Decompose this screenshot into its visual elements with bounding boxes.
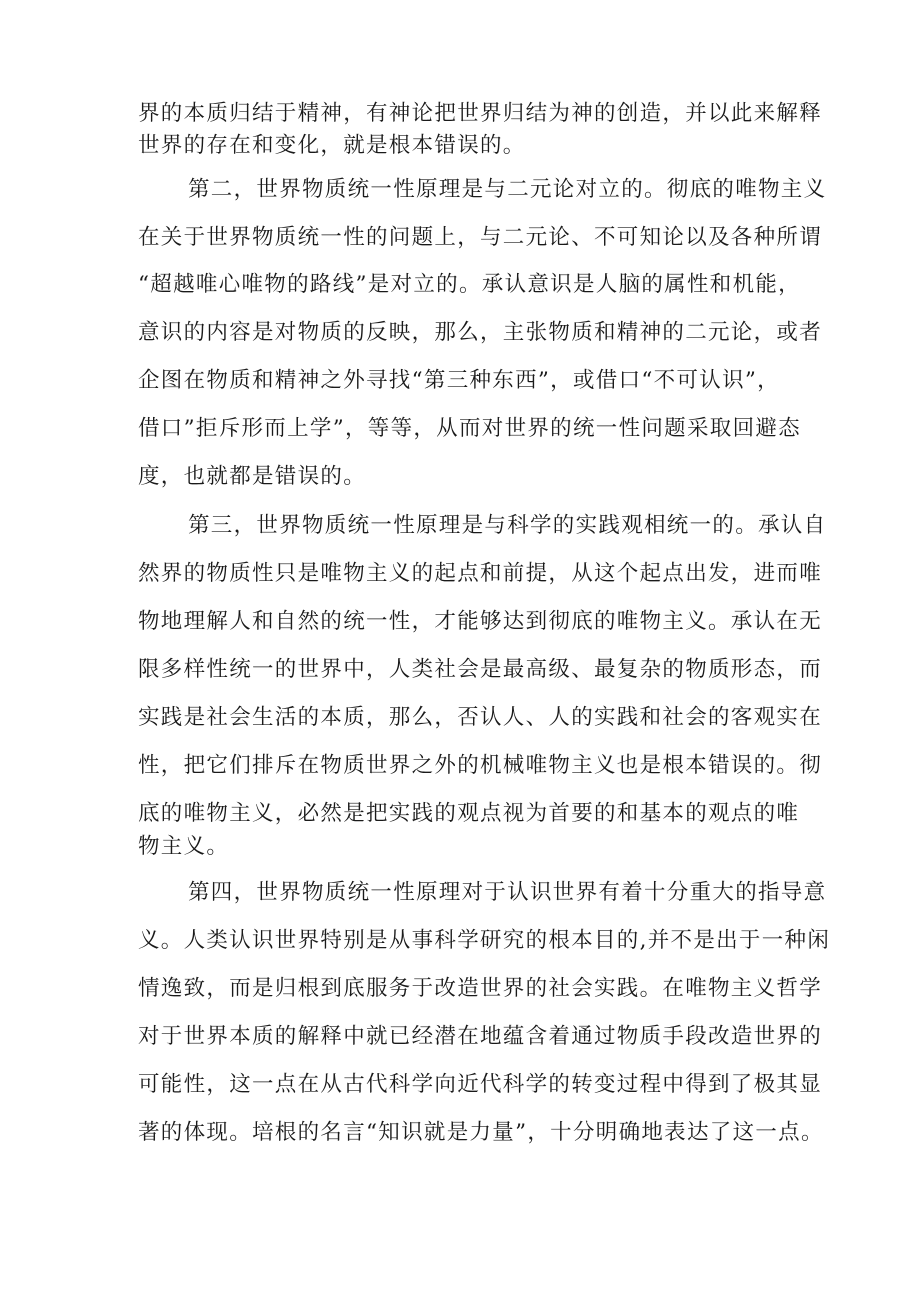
paragraph-1-line-1: 界的本质归结于精神，有神论把世界归结为神的创造，并以此来解释 (138, 101, 823, 126)
paragraph-4-line-3: 情逸致，而是归根到底服务于改造世界的社会实践。在唯物主义哲学 (138, 976, 823, 1001)
paragraph-2-line-1: 第二，世界物质统一性原理是与二元论对立的。彻底的唯物主义 (188, 177, 827, 202)
paragraph-2-line-6: 借口”拒斥形而上学”，等等，从而对世界的统一性问题采取回避态 (138, 416, 801, 441)
paragraph-3-line-4: 限多样性统一的世界中，人类社会是最高级、最复杂的物质形态，而 (138, 657, 823, 682)
paragraph-4-line-4: 对于世界本质的解释中就已经潜在地蕴含着通过物质手段改造世界的 (138, 1024, 823, 1049)
paragraph-1-line-2: 世界的存在和变化，就是根本错误的。 (138, 133, 526, 158)
paragraph-4-line-5: 可能性，这一点在从古代科学向近代科学的转变过程中得到了极其显 (138, 1072, 823, 1097)
paragraph-2-line-3: “超越唯心唯物的路线”是对立的。承认意识是人脑的属性和机能， (138, 272, 801, 297)
paragraph-4-line-2: 义。人类认识世界特别是从事科学研究的根本目的,并不是出于一种闲 (138, 928, 831, 953)
paragraph-2-line-4: 意识的内容是对物质的反映，那么，主张物质和精神的二元论，或者 (138, 320, 823, 345)
paragraph-3-line-1: 第三，世界物质统一性原理是与科学的实践观相统一的。承认自 (188, 513, 827, 538)
paragraph-2-line-2: 在关于世界物质统一性的问题上，与二元论、不可知论以及各种所谓 (138, 225, 823, 250)
paragraph-2-line-5: 企图在物质和精神之外寻找“第三种东西”，或借口“不可认识”， (138, 368, 780, 393)
paragraph-4-line-1: 第四，世界物质统一性原理对于认识世界有着十分重大的指导意 (188, 880, 827, 905)
paragraph-3-line-6: 性，把它们排斥在物质世界之外的机械唯物主义也是根本错误的。彻 (138, 753, 823, 778)
paragraph-3-line-8: 物主义。 (138, 834, 230, 859)
paragraph-3-line-7: 底的唯物主义，必然是把实践的观点视为首要的和基本的观点的唯 (138, 801, 800, 826)
paragraph-4-line-6: 著的体现。培根的名言“知识就是力量”，十分明确地表达了这一点。 (138, 1120, 824, 1145)
paragraph-3-line-5: 实践是社会生活的本质，那么，否认人、人的实践和社会的客观实在 (138, 705, 823, 730)
paragraph-3-line-2: 然界的物质性只是唯物主义的起点和前提，从这个起点出发，进而唯 (138, 561, 823, 586)
paragraph-3-line-3: 物地理解人和自然的统一性，才能够达到彻底的唯物主义。承认在无 (138, 609, 823, 634)
paragraph-2-line-7: 度，也就都是错误的。 (138, 464, 367, 489)
